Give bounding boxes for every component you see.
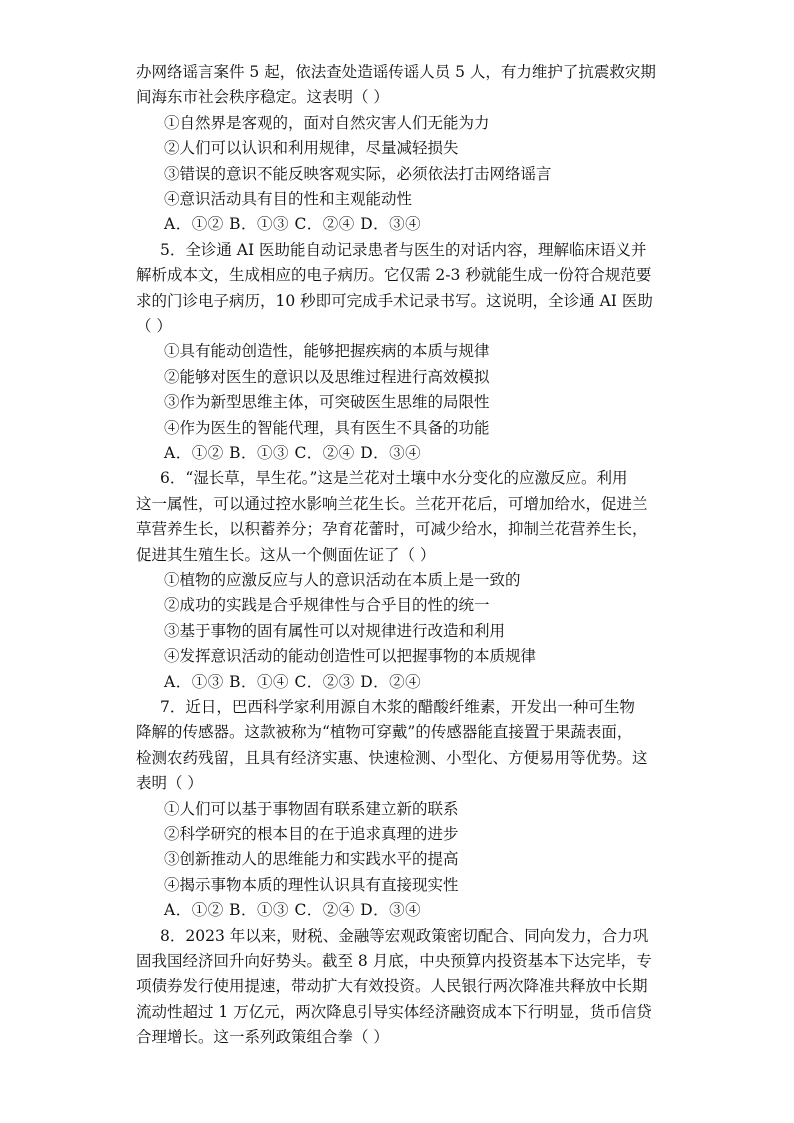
option-line: ①人们可以基于事物固有联系建立新的联系: [164, 799, 459, 818]
answer-choices: A．①② B．①③ C．②④ D．③④: [164, 444, 422, 462]
question-line: 项债券发行使用提速，带动扩大有效投资。人民银行两次降准共释放中长期: [136, 977, 648, 996]
question-line: 合理增长。这一系列政策组合拳（ ）: [136, 1028, 389, 1047]
question-line: 求的门诊电子病历，10 秒即可完成手术记录书写。这说明，全诊通 AI 医助: [136, 291, 653, 310]
option-line: ③错误的意识不能反映客观实际，必须依法打击网络谣言: [164, 164, 552, 183]
question-line: 解析成本文，生成相应的电子病历。它仅需 2-3 秒就能生成一份符合规范要: [136, 266, 652, 285]
option-line: ④揭示事物本质的理性认识具有直接现实性: [164, 875, 459, 894]
question-line: 表明（ ）: [136, 774, 203, 793]
question-line: 间海东市社会秩序稳定。这表明（ ）: [136, 88, 389, 107]
option-line: ①具有能动创造性，能够把握疾病的本质与规律: [164, 342, 490, 361]
option-line: ②人们可以认识和利用规律，尽量减轻损失: [164, 139, 459, 158]
option-line: ③作为新型思维主体，可突破医生思维的局限性: [164, 393, 490, 412]
question-line: 7．近日，巴西科学家利用源自木浆的醋酸纤维素，开发出一种可生物: [160, 698, 635, 716]
question-line: 降解的传感器。这款被称为“植物可穿戴”的传感器能直接置于果蔬表面，: [136, 723, 633, 742]
option-line: ④作为医生的智能代理，具有医生不具备的功能: [164, 418, 490, 437]
option-line: ③基于事物的固有属性可以对规律进行改造和利用: [164, 621, 506, 640]
question-line: （ ）: [136, 317, 172, 335]
answer-choices: A．①② B．①③ C．②④ D．③④: [164, 901, 422, 920]
question-line: 5．全诊通 AI 医助能自动记录患者与医生的对话内容，理解临床语义并: [160, 240, 647, 259]
answer-choices: A．①② B．①③ C．②④ D．③④: [164, 215, 422, 234]
option-line: ②能够对医生的意识以及思维过程进行高效模拟: [164, 367, 490, 386]
question-line: 这一属性，可以通过控水影响兰花生长。兰花开花后，可增加给水，促进兰: [136, 494, 648, 513]
question-line: 6．“湿长草，旱生花。”这是兰花对土壤中水分变化的应激反应。利用: [160, 469, 628, 488]
question-line: 促进其生殖生长。这从一个侧面佐证了（ ）: [136, 545, 436, 564]
question-line: 8．2023 年以来，财税、金融等宏观政策密切配合、同向发力，合力巩: [160, 926, 649, 945]
question-line: 检测农药残留，且具有经济实惠、快速检测、小型化、方便易用等优势。这: [136, 748, 648, 767]
option-line: ④意识活动具有目的性和主观能动性: [164, 190, 413, 208]
answer-choices: A．①③ B．①④ C．②③ D．②④: [164, 672, 422, 691]
option-line: ①植物的应激反应与人的意识活动在本质上是一致的: [164, 571, 521, 589]
option-line: ②成功的实践是合乎规律性与合乎目的性的统一: [164, 596, 490, 615]
question-line: 草营养生长，以积蓄养分；孕育花蕾时，可减少给水，抑制兰花营养生长，: [136, 520, 648, 539]
question-line: 流动性超过 1 万亿元，两次降息引导实体经济融资成本下行明显，货币信贷: [136, 1002, 652, 1021]
option-line: ②科学研究的根本目的在于追求真理的进步: [164, 825, 459, 843]
option-line: ④发挥意识活动的能动创造性可以把握事物的本质规律: [164, 647, 537, 666]
option-line: ③创新推动人的思维能力和实践水平的提高: [164, 850, 459, 869]
question-line: 办网络谣言案件 5 起，依法查处造谣传谣人员 5 人，有力维护了抗震救灾期: [136, 63, 656, 81]
question-line: 固我国经济回升向好势头。截至 8 月底，中央预算内投资基本下达完毕，专: [136, 952, 652, 970]
option-line: ①自然界是客观的，面对自然灾害人们无能为力: [164, 113, 490, 132]
